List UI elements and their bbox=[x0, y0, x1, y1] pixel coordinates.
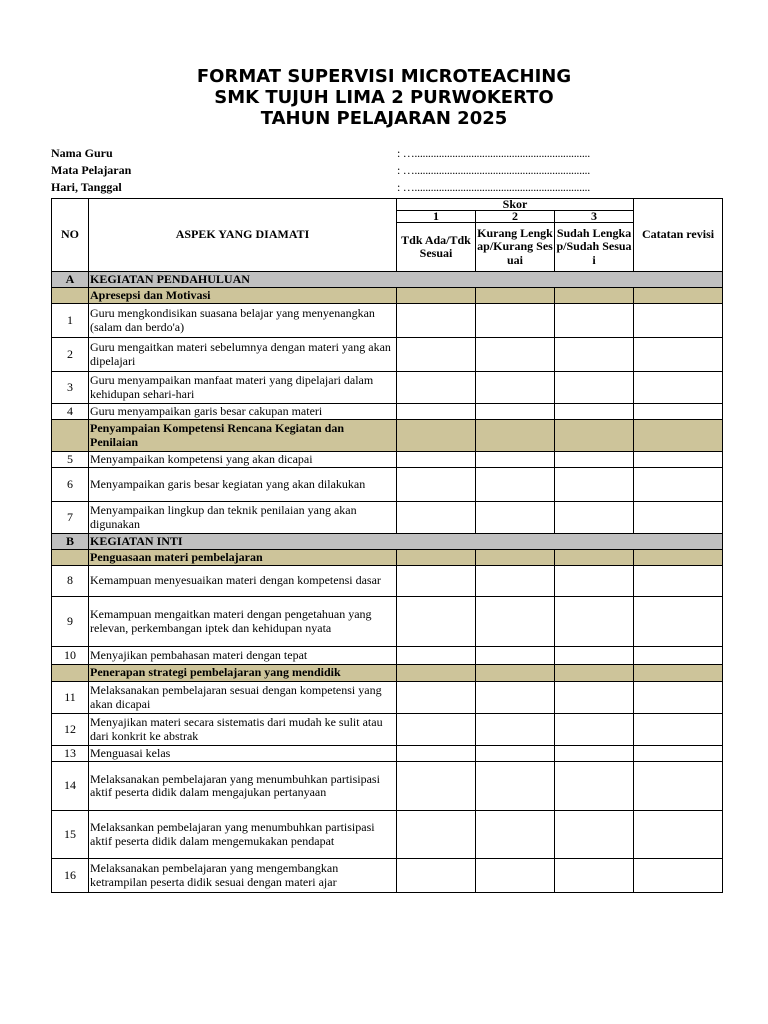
score-1-cell[interactable] bbox=[397, 762, 476, 811]
score-3-cell[interactable] bbox=[555, 372, 634, 404]
score-2-cell[interactable] bbox=[476, 468, 555, 502]
row-number: 3 bbox=[52, 372, 89, 404]
score-3-cell[interactable] bbox=[555, 811, 634, 859]
score-2-cell[interactable] bbox=[476, 714, 555, 746]
subsection-blank-cell bbox=[555, 550, 634, 566]
aspect-text: Guru mengaitkan materi sebelumnya dengan materi yang akan dipelajari bbox=[89, 338, 397, 372]
table-row bbox=[52, 372, 723, 404]
row-number: 5 bbox=[52, 452, 89, 468]
table-row bbox=[52, 762, 723, 811]
table-row bbox=[52, 859, 723, 893]
subsection-blank-cell bbox=[476, 665, 555, 682]
score-1-cell[interactable] bbox=[397, 859, 476, 893]
aspect-text: Menyajikan materi secara sistematis dari mudah ke sulit atau dari konkrit ke abstrak bbox=[89, 714, 397, 746]
revision-note-cell[interactable] bbox=[634, 714, 723, 746]
score-2-cell[interactable] bbox=[476, 404, 555, 420]
score-1-cell[interactable] bbox=[397, 647, 476, 665]
table-row bbox=[52, 452, 723, 468]
score-2-cell[interactable] bbox=[476, 304, 555, 338]
score-1-cell[interactable] bbox=[397, 714, 476, 746]
score-2-cell[interactable] bbox=[476, 746, 555, 762]
subsection-blank-cell bbox=[476, 420, 555, 452]
field-blank: : …................................................................. bbox=[397, 180, 590, 194]
aspect-text: Melaksanakan pembelajaran yang menumbuhkan partisipasi aktif peserta didik dalam mengajukan pertanyaan bbox=[89, 762, 397, 811]
revision-note-cell[interactable] bbox=[634, 682, 723, 714]
score-label: Sudah Lengkap/Sudah Sesuai bbox=[555, 223, 634, 272]
revision-note-cell[interactable] bbox=[634, 404, 723, 420]
table-row bbox=[52, 714, 723, 746]
subsection-blank-cell bbox=[634, 665, 723, 682]
revision-note-cell[interactable] bbox=[634, 372, 723, 404]
score-3-cell[interactable] bbox=[555, 338, 634, 372]
score-1-cell[interactable] bbox=[397, 746, 476, 762]
score-3-cell[interactable] bbox=[555, 859, 634, 893]
aspect-text: Menyajikan pembahasan materi dengan tepat bbox=[89, 647, 397, 665]
aspect-text: Kemampuan mengaitkan materi dengan pengetahuan yang relevan, perkembangan iptek dan kehidupan nyata bbox=[89, 597, 397, 647]
subsection-blank-cell bbox=[634, 550, 723, 566]
score-2-cell[interactable] bbox=[476, 452, 555, 468]
table-row bbox=[52, 746, 723, 762]
header-aspek: ASPEK YANG DIAMATI bbox=[89, 199, 397, 272]
score-3-cell[interactable] bbox=[555, 746, 634, 762]
row-number: 16 bbox=[52, 859, 89, 893]
row-number: 13 bbox=[52, 746, 89, 762]
score-2-cell[interactable] bbox=[476, 811, 555, 859]
score-1-cell[interactable] bbox=[397, 372, 476, 404]
score-1-cell[interactable] bbox=[397, 597, 476, 647]
score-2-cell[interactable] bbox=[476, 502, 555, 534]
score-1-cell[interactable] bbox=[397, 566, 476, 597]
score-1-cell[interactable] bbox=[397, 338, 476, 372]
row-number: 15 bbox=[52, 811, 89, 859]
subsection-row bbox=[52, 420, 723, 452]
subsection-blank-cell bbox=[476, 288, 555, 304]
subsection-row bbox=[52, 665, 723, 682]
subsection-title: Penguasaan materi pembelajaran bbox=[89, 550, 397, 566]
score-number: 2 bbox=[476, 211, 555, 223]
header-catatan: Catatan revisi bbox=[634, 199, 723, 272]
revision-note-cell[interactable] bbox=[634, 452, 723, 468]
score-1-cell[interactable] bbox=[397, 468, 476, 502]
score-2-cell[interactable] bbox=[476, 762, 555, 811]
row-number: 8 bbox=[52, 566, 89, 597]
supervision-table bbox=[51, 198, 723, 893]
subsection-blank-cell bbox=[634, 420, 723, 452]
section-row bbox=[52, 272, 723, 288]
revision-note-cell[interactable] bbox=[634, 746, 723, 762]
aspect-text: Melaksankan pembelajaran yang menumbuhkan partisipasi aktif peserta didik dalam mengemukakan pendapat bbox=[89, 811, 397, 859]
subsection-blank-cell bbox=[476, 550, 555, 566]
aspect-text: Melaksanakan pembelajaran yang mengembangkan ketrampilan peserta didik sesuai dengan materi ajar bbox=[89, 859, 397, 893]
subsection-no-cell bbox=[52, 665, 89, 682]
score-number: 1 bbox=[397, 211, 476, 223]
score-3-cell[interactable] bbox=[555, 404, 634, 420]
row-number: 10 bbox=[52, 647, 89, 665]
revision-note-cell[interactable] bbox=[634, 338, 723, 372]
subsection-title: Penyampaian Kompetensi Rencana Kegiatan dan Penilaian bbox=[89, 420, 397, 452]
subsection-row bbox=[52, 288, 723, 304]
score-2-cell[interactable] bbox=[476, 372, 555, 404]
aspect-text: Melaksanakan pembelajaran sesuai dengan kompetensi yang akan dicapai bbox=[89, 682, 397, 714]
table-row bbox=[52, 404, 723, 420]
subsection-blank-cell bbox=[397, 288, 476, 304]
revision-note-cell[interactable] bbox=[634, 647, 723, 665]
subsection-title: Penerapan strategi pembelajaran yang mendidik bbox=[89, 665, 397, 682]
subsection-no-cell bbox=[52, 288, 89, 304]
field-nama-guru bbox=[51, 145, 651, 162]
revision-note-cell[interactable] bbox=[634, 468, 723, 502]
row-number: 7 bbox=[52, 502, 89, 534]
title-line-3: TAHUN PELAJARAN 2025 bbox=[260, 108, 508, 129]
subsection-blank-cell bbox=[397, 420, 476, 452]
table-row bbox=[52, 811, 723, 859]
section-title: KEGIATAN INTI bbox=[89, 534, 723, 550]
aspect-text: Menguasai kelas bbox=[89, 746, 397, 762]
section-code: B bbox=[52, 534, 89, 550]
row-number: 4 bbox=[52, 404, 89, 420]
table-row bbox=[52, 502, 723, 534]
field-blank: : …................................................................. bbox=[397, 163, 590, 177]
table-row bbox=[52, 682, 723, 714]
subsection-blank-cell bbox=[555, 420, 634, 452]
revision-note-cell[interactable] bbox=[634, 762, 723, 811]
aspect-text: Guru mengkondisikan suasana belajar yang menyenangkan (salam dan berdo'a) bbox=[89, 304, 397, 338]
title-line-2: SMK TUJUH LIMA 2 PURWOKERTO bbox=[214, 87, 554, 108]
title-line-1: FORMAT SUPERVISI MICROTEACHING bbox=[196, 66, 572, 87]
row-number: 11 bbox=[52, 682, 89, 714]
field-label: Hari, Tanggal bbox=[51, 180, 122, 194]
subsection-blank-cell bbox=[397, 665, 476, 682]
score-3-cell[interactable] bbox=[555, 714, 634, 746]
row-number: 12 bbox=[52, 714, 89, 746]
field-mata-pelajaran bbox=[51, 162, 651, 179]
revision-note-cell[interactable] bbox=[634, 597, 723, 647]
table-row bbox=[52, 566, 723, 597]
score-1-cell[interactable] bbox=[397, 452, 476, 468]
score-1-cell[interactable] bbox=[397, 682, 476, 714]
table-row bbox=[52, 597, 723, 647]
score-2-cell[interactable] bbox=[476, 566, 555, 597]
subsection-blank-cell bbox=[555, 665, 634, 682]
section-code: A bbox=[52, 272, 89, 288]
aspect-text: Menyampaikan kompetensi yang akan dicapai bbox=[89, 452, 397, 468]
aspect-text: Menyampaikan garis besar kegiatan yang akan dilakukan bbox=[89, 468, 397, 502]
row-number: 1 bbox=[52, 304, 89, 338]
score-3-cell[interactable] bbox=[555, 468, 634, 502]
field-hari-tanggal bbox=[51, 179, 651, 196]
row-number: 6 bbox=[52, 468, 89, 502]
score-3-cell[interactable] bbox=[555, 452, 634, 468]
field-label: Nama Guru bbox=[51, 146, 113, 160]
score-number: 3 bbox=[555, 211, 634, 223]
score-2-cell[interactable] bbox=[476, 682, 555, 714]
section-title: KEGIATAN PENDAHULUAN bbox=[89, 272, 723, 288]
aspect-text: Guru menyampaikan manfaat materi yang dipelajari dalam kehidupan sehari-hari bbox=[89, 372, 397, 404]
revision-note-cell[interactable] bbox=[634, 859, 723, 893]
table-row bbox=[52, 304, 723, 338]
subsection-blank-cell bbox=[397, 550, 476, 566]
score-1-cell[interactable] bbox=[397, 811, 476, 859]
row-number: 2 bbox=[52, 338, 89, 372]
document-title bbox=[0, 66, 768, 129]
score-3-cell[interactable] bbox=[555, 304, 634, 338]
subsection-blank-cell bbox=[634, 288, 723, 304]
row-number: 9 bbox=[52, 597, 89, 647]
revision-note-cell[interactable] bbox=[634, 566, 723, 597]
score-3-cell[interactable] bbox=[555, 597, 634, 647]
score-3-cell[interactable] bbox=[555, 682, 634, 714]
score-3-cell[interactable] bbox=[555, 566, 634, 597]
revision-note-cell[interactable] bbox=[634, 502, 723, 534]
field-label: Mata Pelajaran bbox=[51, 163, 132, 177]
aspect-text: Guru menyampaikan garis besar cakupan materi bbox=[89, 404, 397, 420]
identity-fields bbox=[51, 145, 651, 196]
score-3-cell[interactable] bbox=[555, 647, 634, 665]
score-3-cell[interactable] bbox=[555, 762, 634, 811]
subsection-no-cell bbox=[52, 420, 89, 452]
score-2-cell[interactable] bbox=[476, 647, 555, 665]
score-3-cell[interactable] bbox=[555, 502, 634, 534]
subsection-blank-cell bbox=[555, 288, 634, 304]
score-2-cell[interactable] bbox=[476, 597, 555, 647]
header-skor: Skor bbox=[397, 199, 634, 211]
subsection-row bbox=[52, 550, 723, 566]
field-blank: : …................................................................. bbox=[397, 146, 590, 160]
score-label: Tdk Ada/Tdk Sesuai bbox=[397, 223, 476, 272]
subsection-title: Apresepsi dan Motivasi bbox=[89, 288, 397, 304]
score-label: Kurang Lengkap/Kurang Sesuai bbox=[476, 223, 555, 272]
score-2-cell[interactable] bbox=[476, 859, 555, 893]
aspect-text: Kemampuan menyesuaikan materi dengan kompetensi dasar bbox=[89, 566, 397, 597]
table-row bbox=[52, 338, 723, 372]
section-row bbox=[52, 534, 723, 550]
row-number: 14 bbox=[52, 762, 89, 811]
revision-note-cell[interactable] bbox=[634, 304, 723, 338]
header-no: NO bbox=[52, 199, 89, 272]
revision-note-cell[interactable] bbox=[634, 811, 723, 859]
score-1-cell[interactable] bbox=[397, 304, 476, 338]
score-1-cell[interactable] bbox=[397, 404, 476, 420]
score-1-cell[interactable] bbox=[397, 502, 476, 534]
score-2-cell[interactable] bbox=[476, 338, 555, 372]
table-row bbox=[52, 468, 723, 502]
subsection-no-cell bbox=[52, 550, 89, 566]
table-row bbox=[52, 647, 723, 665]
aspect-text: Menyampaikan lingkup dan teknik penilaian yang akan digunakan bbox=[89, 502, 397, 534]
